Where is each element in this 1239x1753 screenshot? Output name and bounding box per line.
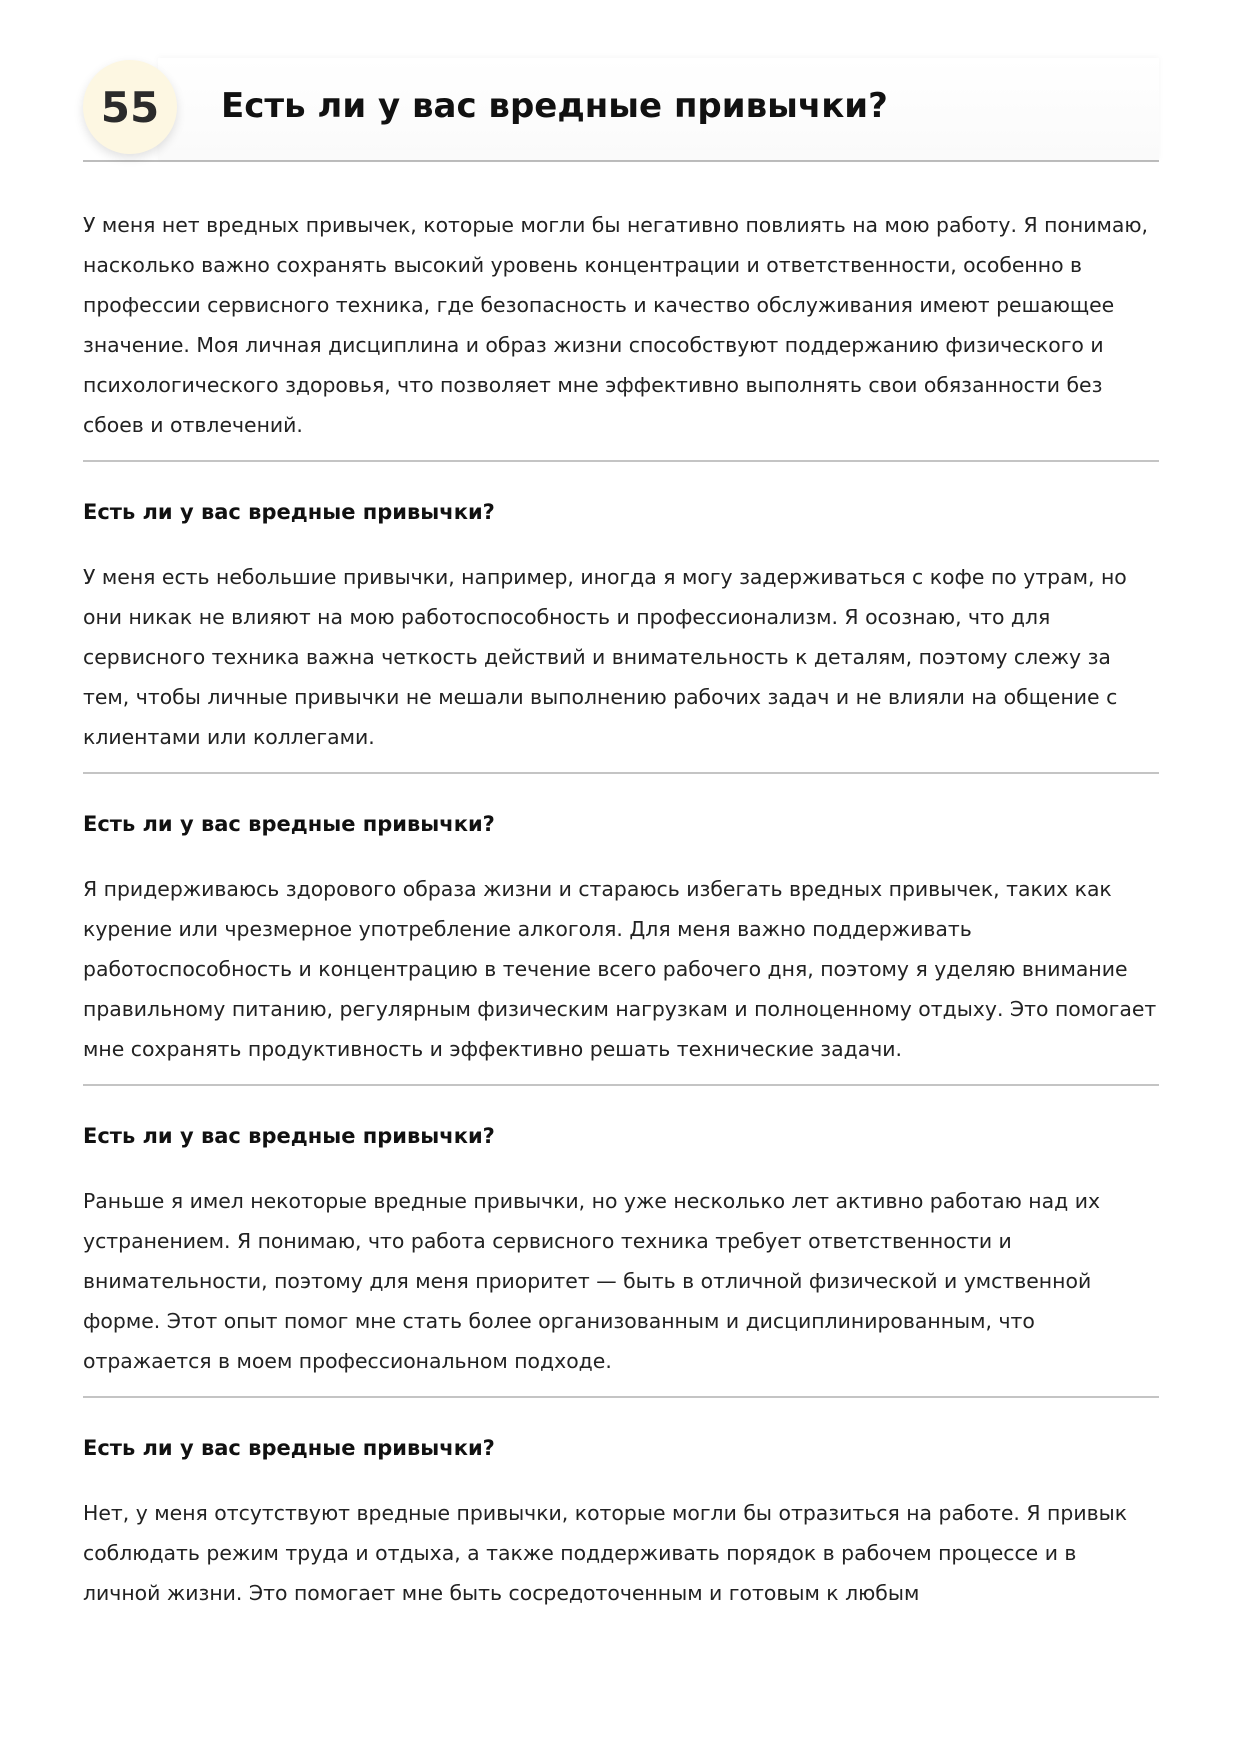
answer-question: Есть ли у вас вредные привычки? <box>83 812 495 836</box>
answer-block <box>83 162 1159 462</box>
answer-text: Нет, у меня отсутствуют вредные привычки, которые могли бы отразиться на работе. Я привык соблюдать режим труда и отдыха, а также поддерживать порядок в рабочем процессе и в личной жизни. Это помогает мне быть сосредоточенным и готовым к любым <box>83 1501 1128 1605</box>
answer-text: Я придерживаюсь здорового образа жизни и стараюсь избегать вредных привычек, таких как курение или чрезмерное употребление алкоголя. Для меня важно поддерживать работоспособность и концентрацию в течение всего рабочего дня, поэтому я уделяю внимание правильному питанию, регулярным физическим нагрузкам и полноценному отдыху. Это помогает мне сохранять продуктивность и эффективно решать технические задачи. <box>83 877 1157 1061</box>
question-number-badge: 55 <box>83 60 177 154</box>
answer-block <box>83 774 1159 1086</box>
answer-block <box>83 1398 1159 1613</box>
answer-question: Есть ли у вас вредные привычки? <box>83 1436 495 1460</box>
page-header <box>83 0 1159 162</box>
answer-question: Есть ли у вас вредные привычки? <box>83 1124 495 1148</box>
answer-text: У меня есть небольшие привычки, например, иногда я могу задерживаться с кофе по утрам, но они никак не влияют на мою работоспособность и профессионализм. Я осознаю, что для сервисного техника важна четкость действий и внимательность к деталям, поэтому слежу за тем, чтобы личные привычки не мешали выполнению рабочих задач и не влияли на общение с клиентами или коллегами. <box>83 565 1127 749</box>
answer-text: У меня нет вредных привычек, которые могли бы негативно повлиять на мою работу. Я понимаю, насколько важно сохранять высокий уровень концентрации и ответственности, особенно в профессии сервисного техника, где безопасность и качество обслуживания имеют решающее значение. Моя личная дисциплина и образ жизни способствуют поддержанию физического и психологического здоровья, что позволяет мне эффективно выполнять свои обязанности без сбоев и отвлечений. <box>83 213 1149 437</box>
answer-text: Раньше я имел некоторые вредные привычки, но уже несколько лет активно работаю над их устранением. Я понимаю, что работа сервисного техника требует ответственности и внимательности, поэтому для меня приоритет — быть в отличной физической и умственной форме. Этот опыт помог мне стать более организованным и дисциплинированным, что отражается в моем профессиональном подходе. <box>83 1189 1101 1373</box>
answer-block <box>83 1086 1159 1398</box>
page-title: Есть ли у вас вредные привычки? <box>221 86 888 126</box>
answer-question: Есть ли у вас вредные привычки? <box>83 500 495 524</box>
answer-block <box>83 462 1159 774</box>
document-page <box>83 0 1159 1613</box>
